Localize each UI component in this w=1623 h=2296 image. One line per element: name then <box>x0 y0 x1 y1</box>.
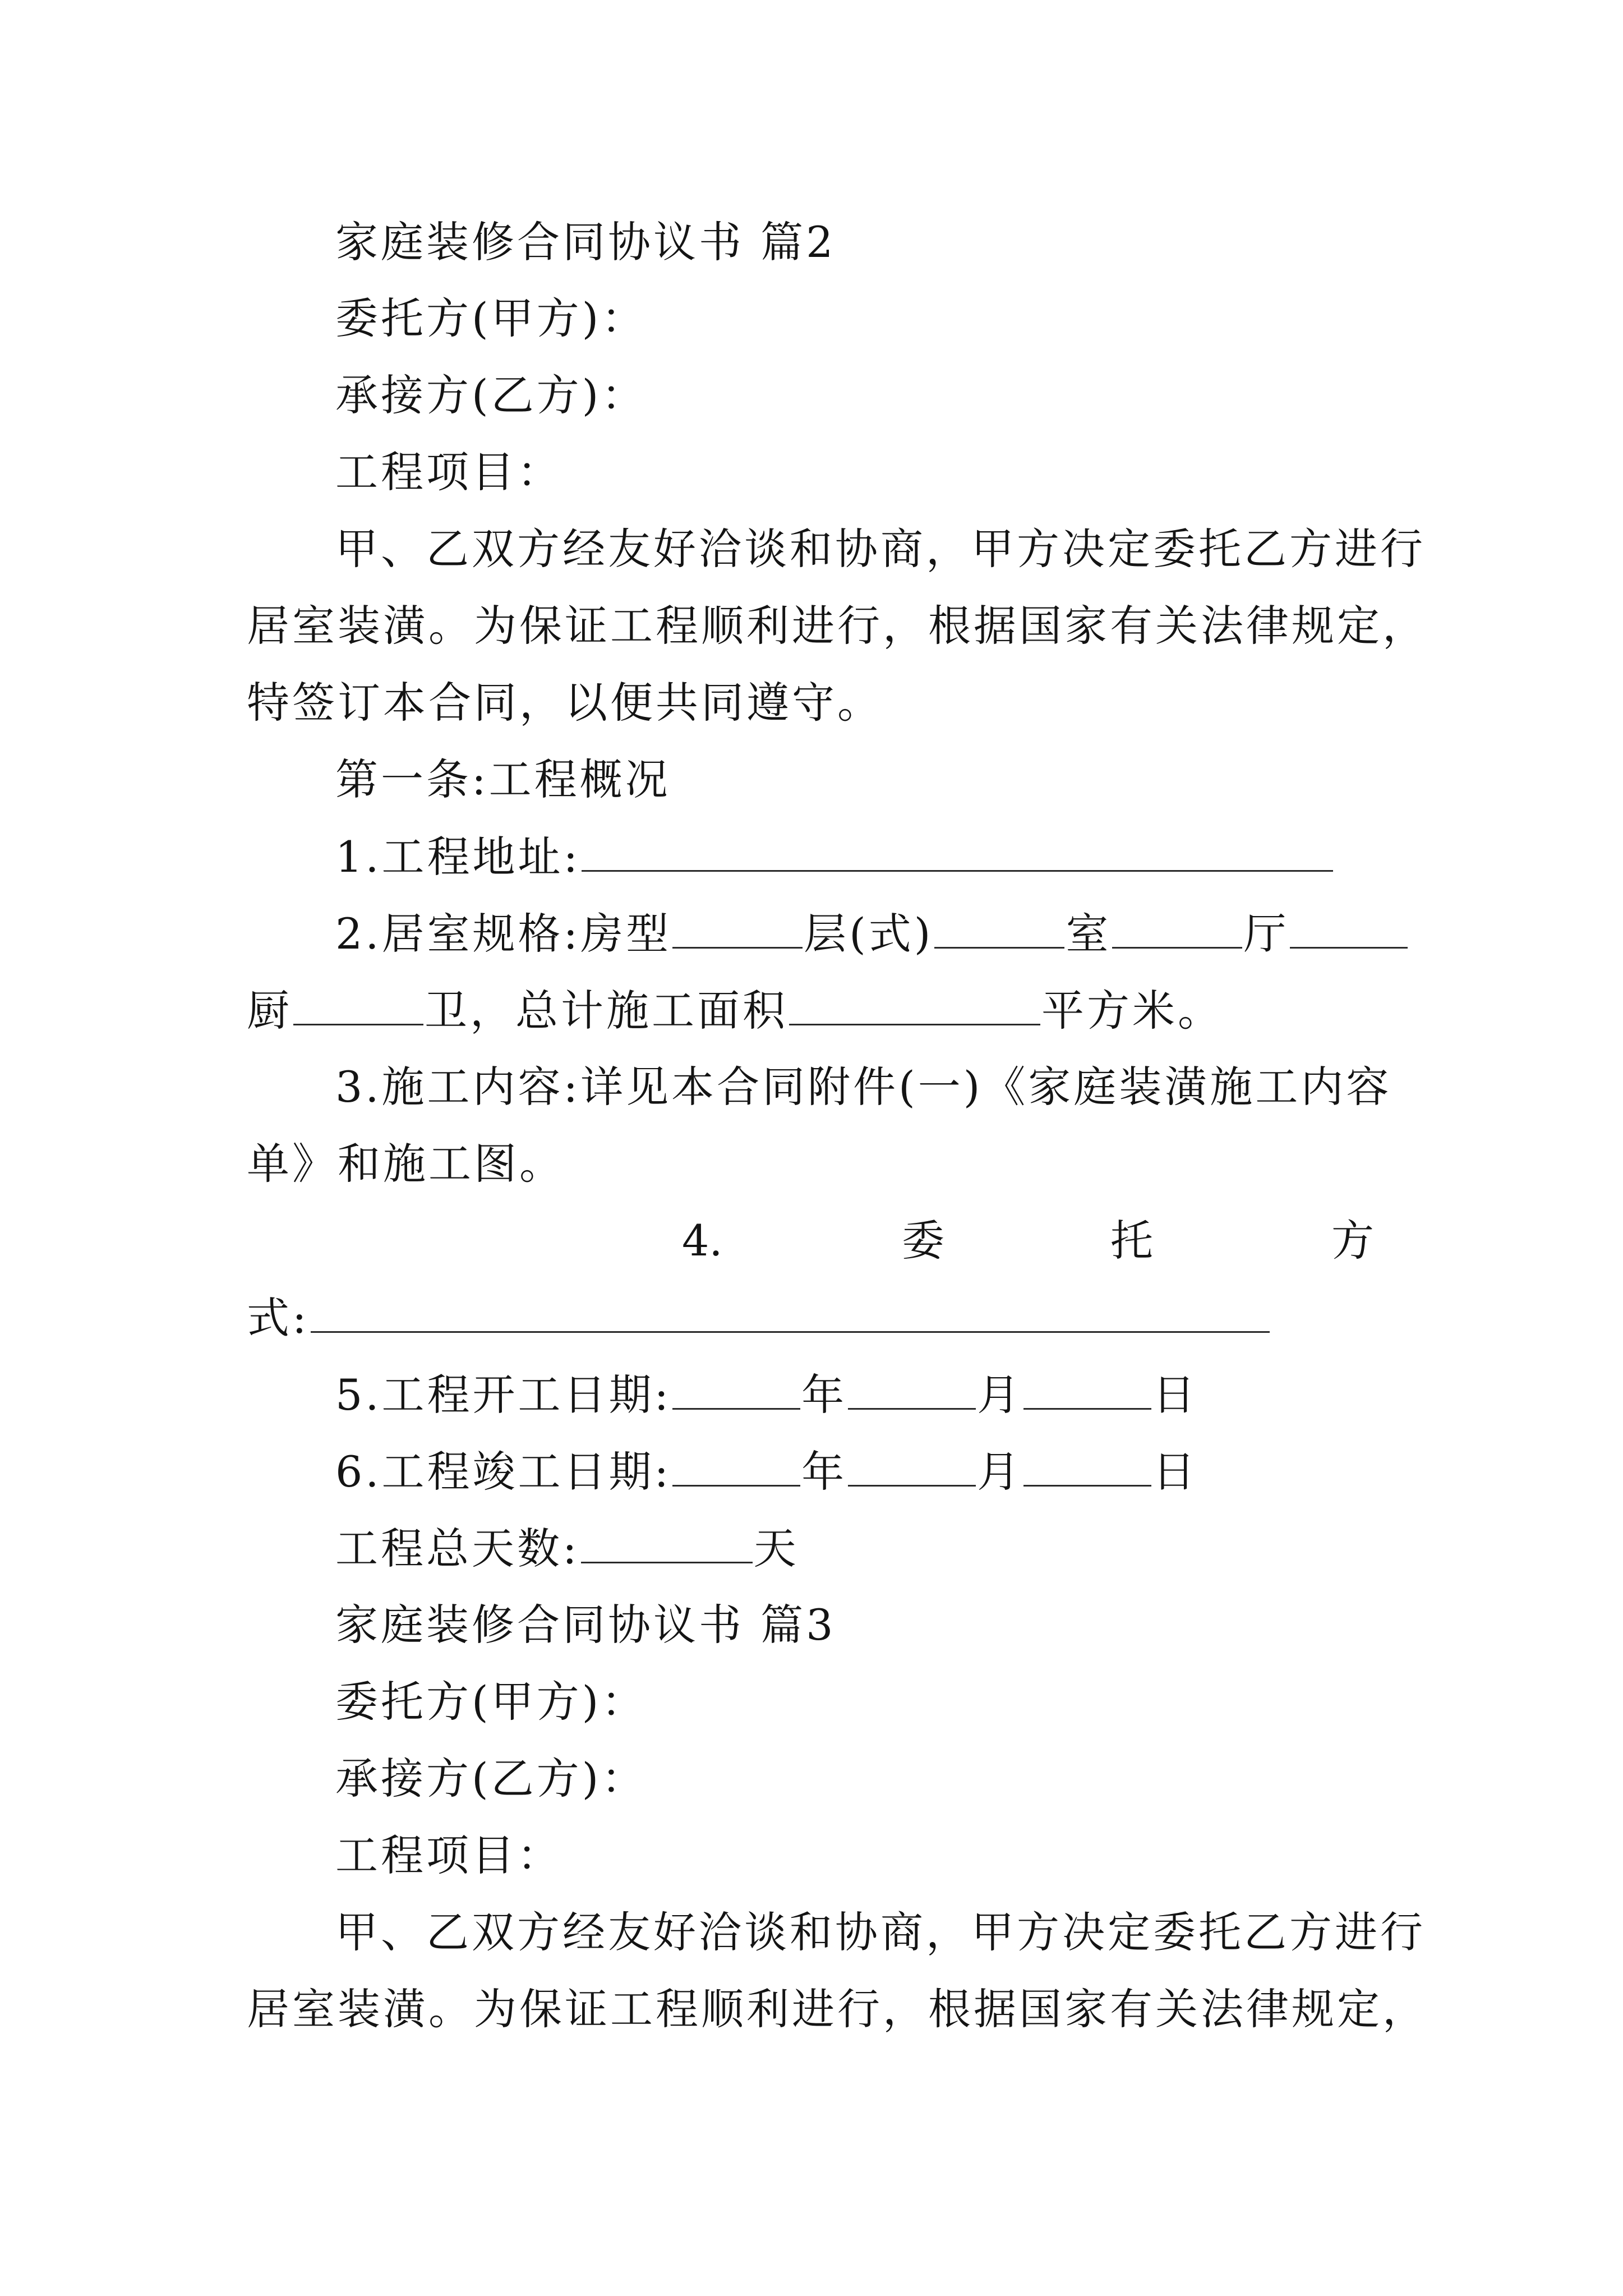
method-blank <box>311 1290 1270 1333</box>
address-blank <box>582 829 1333 872</box>
intro3-line-1: 甲、乙双方经友好洽谈和协商，甲方决定委托乙方进行 <box>335 1907 1426 1957</box>
article1-heading: 第一条:工程概况 <box>335 754 671 804</box>
item2-label: 2.居室规格:房型 <box>335 909 672 959</box>
intro3-line-2: 居室装潢。为保证工程顺利进行，根据国家有关法律规定， <box>247 1984 1428 2034</box>
section2-title: 家庭装修合同协议书 篇2 <box>335 217 836 267</box>
room-blank <box>1112 905 1242 949</box>
item5-start-date <box>335 1366 1198 1423</box>
item4-number: 4. <box>682 1216 723 1266</box>
start-month-blank <box>848 1366 976 1410</box>
bath-area-label: 卫，总计施工面积 <box>425 986 788 1036</box>
item2-specs <box>335 905 1409 962</box>
item6-end-date <box>335 1443 1198 1500</box>
item2-specs-cont <box>247 982 1223 1039</box>
end-date-label: 6.工程竣工日期: <box>335 1447 672 1497</box>
kitchen-label: 厨 <box>247 986 292 1036</box>
intro-line-1: 甲、乙双方经友好洽谈和协商，甲方决定委托乙方进行 <box>335 524 1426 574</box>
contractor-label: 承接方(乙方)： <box>335 370 647 420</box>
item4-justified <box>247 1213 1377 1269</box>
item4-char-2: 托 <box>1110 1216 1153 1266</box>
layer-blank <box>934 905 1064 949</box>
item1-address <box>335 829 1334 885</box>
start-day-blank <box>1023 1366 1151 1410</box>
hall-blank <box>1290 905 1408 949</box>
item4-char-1: 委 <box>902 1216 944 1266</box>
total-days-label: 工程总天数: <box>335 1524 580 1573</box>
item3-line-2: 单》和施工图。 <box>247 1139 565 1189</box>
project-label-3: 工程项目： <box>335 1830 562 1880</box>
year-label: 年 <box>801 1447 847 1497</box>
hall-label: 厅 <box>1243 909 1289 959</box>
contractor-label-3: 承接方(乙方)： <box>335 1754 647 1803</box>
days-unit: 天 <box>753 1524 799 1573</box>
item3-line-1: 3.施工内容:详见本合同附件(一)《家庭装潢施工内容 <box>335 1062 1392 1112</box>
end-month-blank <box>848 1443 976 1487</box>
layout-blank <box>672 905 803 949</box>
month-label: 月 <box>977 1370 1023 1420</box>
day-label: 日 <box>1152 1447 1198 1497</box>
end-year-blank <box>672 1443 800 1487</box>
room-label: 室 <box>1066 909 1112 959</box>
day-label: 日 <box>1152 1370 1198 1420</box>
intro-line-3: 特签订本合同，以便共同遵守。 <box>247 678 883 728</box>
total-days-blank <box>581 1520 753 1563</box>
item4-line-2 <box>247 1290 1271 1346</box>
start-year-blank <box>672 1366 800 1410</box>
layer-label: 层(式) <box>804 909 934 959</box>
month-label: 月 <box>977 1447 1023 1497</box>
area-blank <box>789 982 1040 1025</box>
kitchen-blank <box>293 982 423 1025</box>
year-label: 年 <box>801 1370 847 1420</box>
method-label: 式: <box>247 1293 310 1343</box>
end-day-blank <box>1023 1443 1151 1487</box>
item4-char-3: 方 <box>1331 1216 1374 1266</box>
area-unit: 平方米。 <box>1041 986 1223 1036</box>
item1-label: 1.工程地址: <box>335 832 581 882</box>
section3-title: 家庭装修合同协议书 篇3 <box>335 1600 836 1650</box>
intro-line-2: 居室装潢。为保证工程顺利进行，根据国家有关法律规定， <box>247 601 1428 651</box>
client-label: 委托方(甲方)： <box>335 293 647 343</box>
total-days <box>335 1520 799 1577</box>
start-date-label: 5.工程开工日期: <box>335 1370 672 1420</box>
project-label: 工程项目： <box>335 447 562 497</box>
client-label-3: 委托方(甲方)： <box>335 1677 647 1727</box>
